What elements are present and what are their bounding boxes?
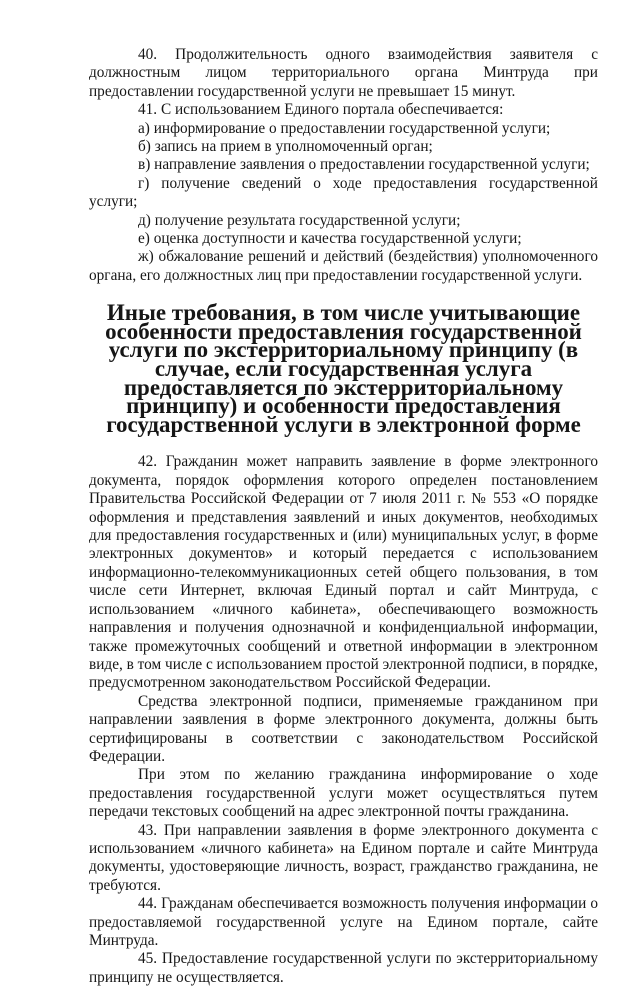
paragraph-44: 44. Гражданам обеспечивается возможность получения информации о предоставляемой государственной услуге на Едином портале, сайте Минтруда. — [89, 895, 598, 949]
section-heading: Иные требования, в том числе учитывающие особенности предоставления государственной услуги по экстерриториальному принципу (в случае, если государственная услуга предоставляется по экстерриториальному принципу) и особенности предоставления государственной услуги в электронной форме — [105, 300, 582, 437]
paragraph-42-informing: При этом по желанию гражданина информирование о ходе предоставления государственной услуги может осуществляться путем передачи текстовых сообщений на адрес электронной почты гражданина. — [89, 766, 598, 821]
paragraph-42: 42. Гражданин может направить заявление в форме электронного документа, порядок оформления которого определен постановлением Правительства Российской Федерации от 7 июля 2011 г. № 553 «О порядке оформления и представления заявлений и иных документов, необходимых для предоставления государственных и (или) муниципальных услуг, в форме электронных документов» и который передается с использованием информационно-телекоммуникационных сетей общего пользования, в том числе сети Интернет, включая Единый портал и сайт Минтруда, с использованием «личного кабинета», обеспечивающего возможность направления и получения однозначной и конфиденциальной информации, также промежуточных сообщений и ответной информации в электронном виде, в том числе с использованием простой электронной подписи, в порядке, предусмотренном законодательством Российской Федерации. — [89, 453, 598, 692]
list-item-zh: ж) обжалование решений и действий (бездействия) уполномоченного органа, его должностных лиц при предоставлении государственной услуги. — [89, 248, 598, 284]
list-item-v: в) направление заявления о предоставлении государственной услуги; — [138, 156, 590, 174]
list-item-d: д) получение результата государственной услуги; — [138, 211, 461, 229]
paragraph-41-intro: 41. С использованием Единого портала обеспечивается: — [138, 101, 504, 119]
list-item-a: а) информирование о предоставлении государственной услуги; — [138, 119, 551, 137]
paragraph-45: 45. Предоставление государственной услуги по экстерриториальному принципу не осуществляется. — [89, 950, 598, 986]
portal-features-list — [89, 120, 598, 286]
list-item-g: г) получение сведений о ходе предоставления государственной услуги; — [89, 174, 598, 211]
list-item-e: е) оценка доступности и качества государственной услуги; — [138, 230, 522, 248]
paragraph-42-signature: Средства электронной подписи, применяемые гражданином при направлении заявления в форме электронного документа, должны быть сертифицированы в соответствии с законодательством Российской Федерации. — [89, 692, 598, 765]
paragraph-43: 43. При направлении заявления в форме электронного документа с использованием «личного кабинета» на Едином портале и сайте Минтруда документы, удостоверяющие личность, возраст, гражданство гражданина, не требуются. — [89, 821, 598, 894]
section-spacer — [89, 434, 598, 453]
list-item-b: б) запись на прием в уполномоченный орган; — [138, 138, 433, 156]
paragraph-40: 40. Продолжительность одного взаимодействия заявителя с должностным лицом территориального органа Минтруда при предоставлении государственной услуги не превышает 15 минут. — [89, 46, 598, 100]
